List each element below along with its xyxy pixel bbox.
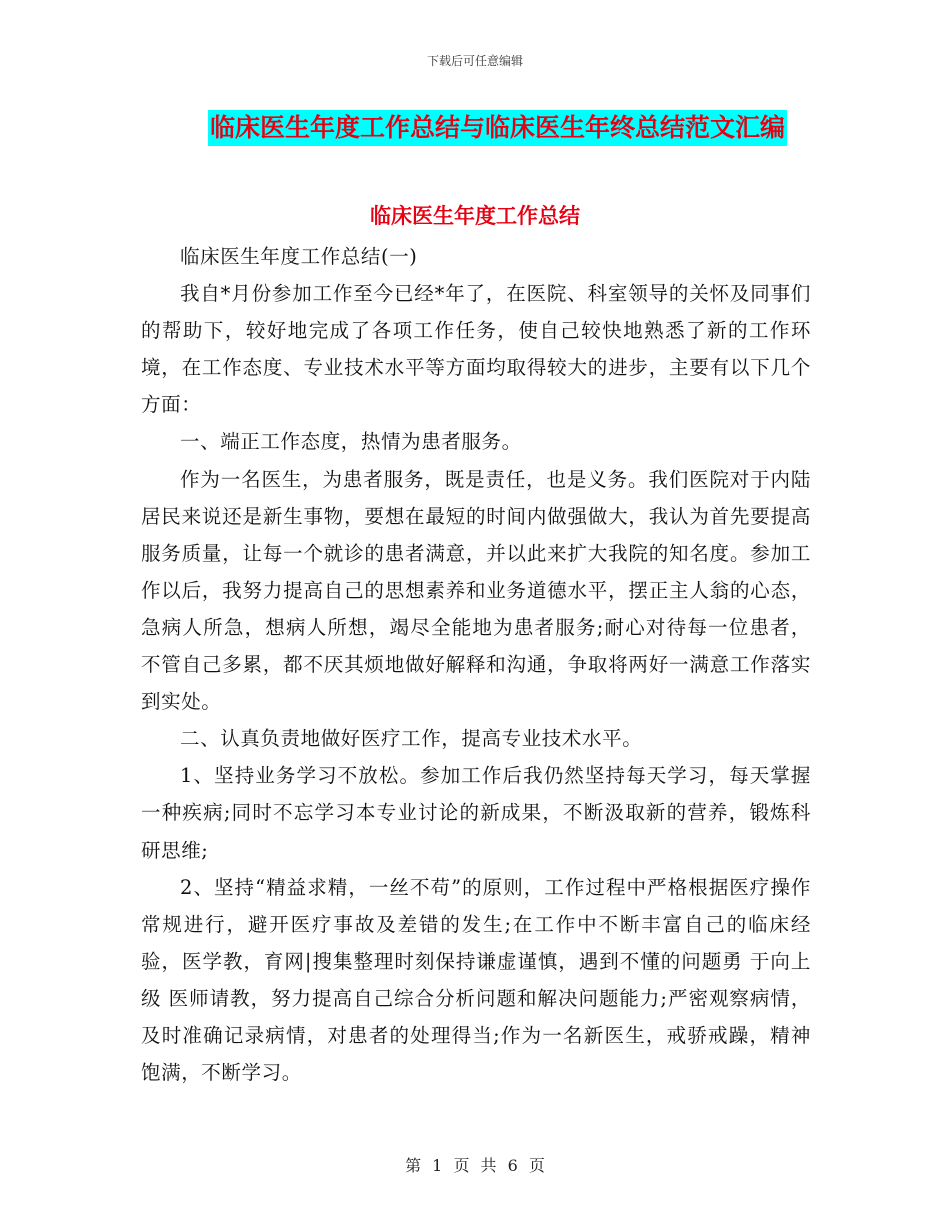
paragraph-service: 作为一名医生，为患者服务，既是责任，也是义务。我们医院对于内陆居民来说还是新生事物，要想在最短的时间内做强做大，我认为首先要提高服务质量，让每一个就诊的患者满意，并以此来扩大我院的知名度。参加工作以后，我努力提高自己的思想素养和业务道德水平，摆正主人翁的心态，急病人所急，想病人所想，竭尽全能地为患者服务;耐心对待每一位患者，不管自己多累，都不厌其烦地做好解释和沟通，争取将两好一满意工作落实到实处。 bbox=[141, 467, 811, 714]
main-title: 临床医生年度工作总结与临床医生年终总结范文汇编 bbox=[208, 110, 787, 146]
paragraph-study: 1、坚持业务学习不放松。参加工作后我仍然坚持每天学习，每天掌握一种疾病;同时不忘学习本专业讨论的新成果，不断汲取新的营养，锻炼科研思维; bbox=[141, 764, 811, 862]
paragraph-intro: 我自*月份参加工作至今已经*年了，在医院、科室领导的关怀及同事们的帮助下，较好地完成了各项工作任务，使自己较快地熟悉了新的工作环境，在工作态度、专业技术水平等方面均取得较大的进步，主要有以下几个方面： bbox=[141, 282, 811, 417]
document-body bbox=[141, 238, 811, 1091]
section-title: 临床医生年度工作总结 bbox=[370, 204, 580, 228]
page-footer: 第 1 页 共 6 页 bbox=[405, 1156, 545, 1175]
page-header-note: 下载后可任意编辑 bbox=[426, 54, 523, 68]
paragraph-heading-2: 二、认真负责地做好医疗工作，提高专业技术水平。 bbox=[180, 727, 643, 751]
paragraph-subtitle: 临床医生年度工作总结(一) bbox=[180, 245, 418, 268]
paragraph-principle: 2、坚持“精益求精，一丝不苟”的原则，工作过程中严格根据医疗操作常规进行，避开医疗事故及差错的发生;在工作中不断丰富自己的临床经验，医学教，育网|搜集整理时刻保持谦虚谨慎，遇到不懂的问题勇 于向上级 医师请教，努力提高自己综合分析问题和解决问题能力;严密观察病情，及时准确记录病情，对患者的处理得当;作为一名新医生，戒骄戒躁，精神饱满，不断学习。 bbox=[141, 875, 811, 1085]
main-title-container bbox=[0, 110, 950, 146]
paragraph-heading-1: 一、端正工作态度，热情为患者服务。 bbox=[180, 430, 522, 454]
